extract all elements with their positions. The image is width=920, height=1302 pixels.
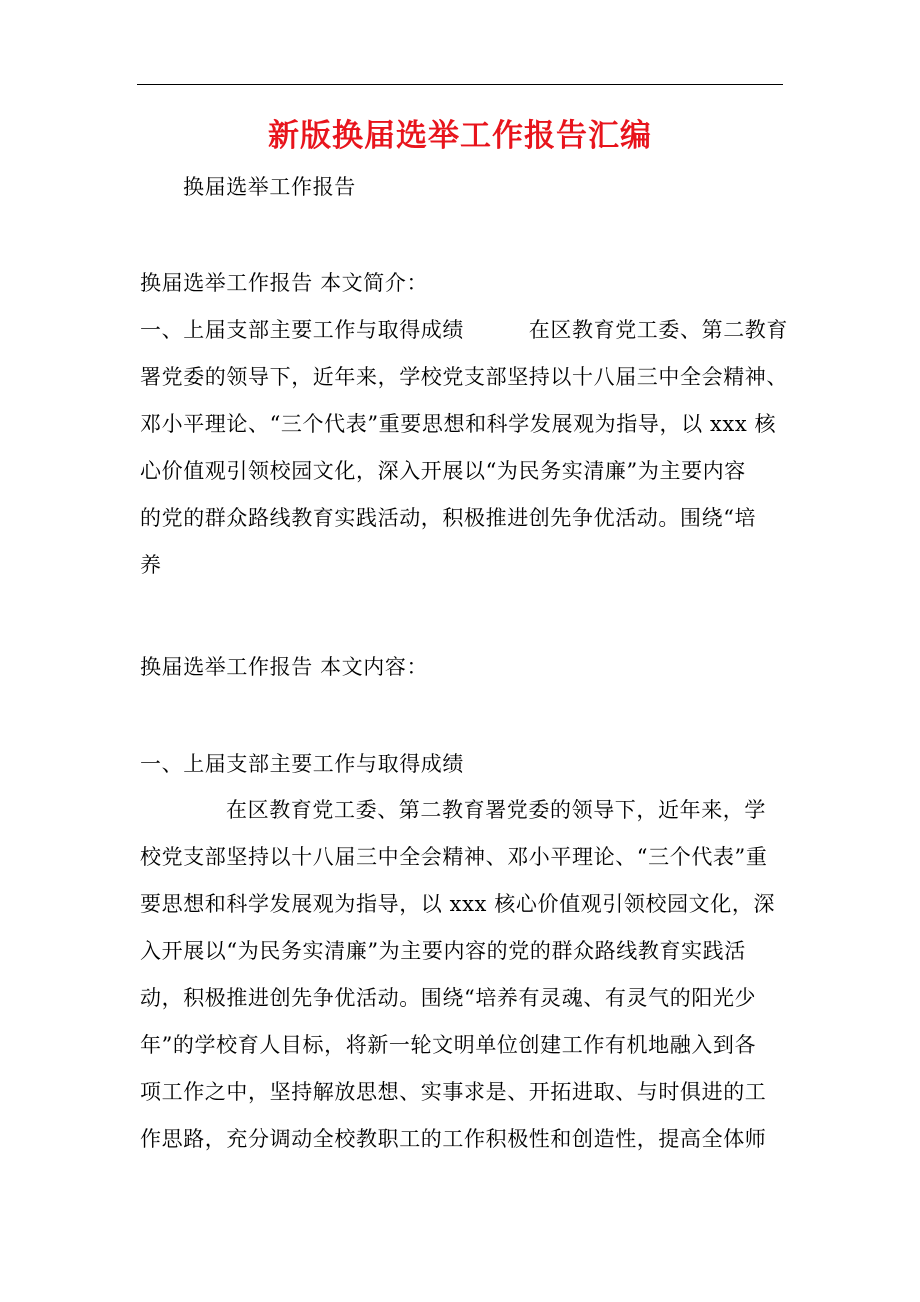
section-heading: 一、上届支部主要工作与取得成绩 bbox=[140, 752, 464, 776]
summary-heading: 换届选举工作报告 本文简介： bbox=[140, 271, 429, 295]
summary-line: 的党的群众路线教育实践活动，积极推进创先争优活动。围绕“培 bbox=[140, 506, 757, 530]
body-line: 要思想和科学发展观为指导，以 xxx 核心价值观引领校园文化，深 bbox=[140, 892, 776, 916]
summary-line: 养 bbox=[140, 553, 162, 577]
body-line: 作思路，充分调动全校教职工的工作积极性和创造性，提高全体师 bbox=[140, 1127, 767, 1151]
summary-line: 一、上届支部主要工作与取得成绩 在区教育党工委、第二教育 bbox=[140, 318, 788, 342]
body-line: 项工作之中，坚持解放思想、实事求是、开拓进取、与时俱进的工 bbox=[140, 1080, 767, 1104]
summary-line: 邓小平理论、“三个代表”重要思想和科学发展观为指导，以 xxx 核 bbox=[140, 412, 777, 436]
body-line: 动，积极推进创先争优活动。围绕“培养有灵魂、有灵气的阳光少 bbox=[140, 986, 757, 1010]
top-rule bbox=[137, 84, 783, 85]
body-line: 入开展以“为民务实清廉”为主要内容的党的群众路线教育实践活 bbox=[140, 939, 746, 963]
body-line: 校党支部坚持以十八届三中全会精神、邓小平理论、“三个代表”重 bbox=[140, 845, 768, 869]
body-line: 在区教育党工委、第二教育署党委的领导下，近年来，学 bbox=[226, 798, 766, 822]
page-title: 新版换届选举工作报告汇编 bbox=[268, 118, 652, 154]
body-line: 年”的学校育人目标，将新一轮文明单位创建工作有机地融入到各 bbox=[140, 1033, 757, 1057]
content-heading: 换届选举工作报告 本文内容： bbox=[140, 655, 429, 679]
summary-line: 心价值观引领校园文化，深入开展以“为民务实清廉”为主要内容 bbox=[140, 459, 746, 483]
summary-line: 署党委的领导下，近年来，学校党支部坚持以十八届三中全会精神、 bbox=[140, 365, 788, 389]
subtitle: 换届选举工作报告 bbox=[183, 175, 356, 199]
